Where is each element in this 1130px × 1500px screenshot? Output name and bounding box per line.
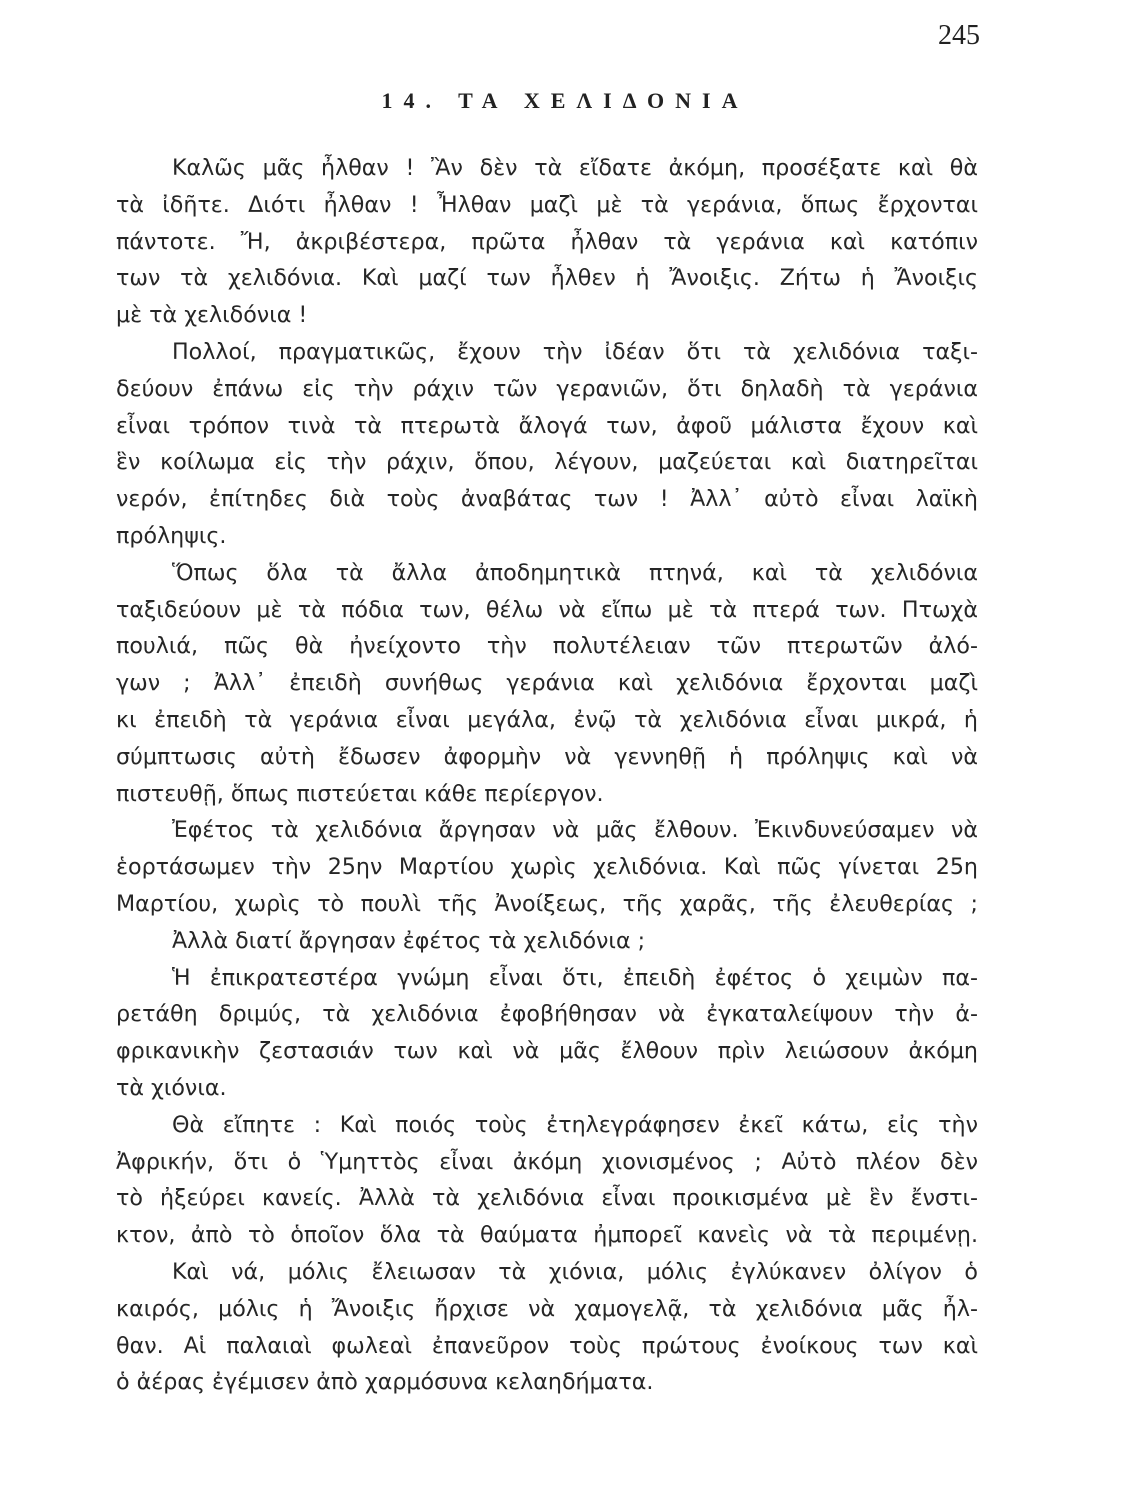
text-line: Πολλοί, πραγματικῶς, ἔχουν τὴν ἰδέαν ὅτι τὰ χελιδόνια ταξι- bbox=[172, 338, 978, 365]
text-line: καιρός, μόλις ἡ Ἄνοιξις ἤρχισε νὰ χαμογελᾷ, τὰ χελιδόνια μᾶς ἦλ- bbox=[116, 1295, 978, 1322]
text-line: κτον, ἀπὸ τὸ ὁποῖον ὅλα τὰ θαύματα ἠμπορεῖ κανεὶς νὰ τὰ περιμένῃ. bbox=[116, 1222, 978, 1249]
text-line: ἓν κοίλωμα εἰς τὴν ράχιν, ὅπου, λέγουν, μαζεύεται καὶ διατηρεῖται bbox=[116, 449, 978, 476]
text-line: πάντοτε. Ἤ, ἀκριβέστερα, πρῶτα ἦλθαν τὰ γεράνια καὶ κατόπιν bbox=[116, 228, 978, 255]
text-line: γων ; Ἀλλ᾽ ἐπειδὴ συνήθως γεράνια καὶ χελιδόνια ἔρχονται μαζὶ bbox=[116, 670, 978, 697]
text-line: πουλιά, πῶς θὰ ἠνείχοντο τὴν πολυτέλειαν τῶν πτερωτῶν ἀλό- bbox=[116, 633, 978, 660]
text-line: τὰ χιόνια. bbox=[116, 1074, 227, 1101]
text-line: πιστευθῇ, ὅπως πιστεύεται κάθε περίεργον. bbox=[116, 780, 604, 807]
text-line: σύμπτωσις αὐτὴ ἔδωσεν ἀφορμὴν νὰ γεννηθῇ ἡ πρόληψις καὶ νὰ bbox=[116, 743, 978, 770]
text-line: νερόν, ἐπίτηδες διὰ τοὺς ἀναβάτας των ! Ἀλλ᾽ αὐτὸ εἶναι λαϊκὴ bbox=[116, 486, 978, 513]
text-line: Ἐφέτος τὰ χελιδόνια ἄργησαν νὰ μᾶς ἔλθουν. Ἐκινδυνεύσαμεν νὰ bbox=[172, 817, 978, 844]
text-line: δεύουν ἐπάνω εἰς τὴν ράχιν τῶν γερανιῶν, ὅτι δηλαδὴ τὰ γεράνια bbox=[116, 375, 978, 402]
text-line: Μαρτίου, χωρὶς τὸ πουλὶ τῆς Ἀνοίξεως, τῆς χαρᾶς, τῆς ἐλευθερίας ; bbox=[116, 890, 978, 917]
text-line: των τὰ χελιδόνια. Καὶ μαζί των ἦλθεν ἡ Ἄνοιξις. Ζήτω ἡ Ἄνοιξις bbox=[116, 265, 978, 292]
text-line: φρικανικὴν ζεστασιάν των καὶ νὰ μᾶς ἔλθουν πρὶν λειώσουν ἀκόμη bbox=[116, 1038, 978, 1065]
page-number: 245 bbox=[938, 20, 980, 51]
text-line: ὁ ἀέρας ἐγέμισεν ἀπὸ χαρμόσυνα κελαηδήματα. bbox=[116, 1369, 654, 1396]
chapter-title: 14. ΤΑ ΧΕΛΙΔΟΝΙΑ bbox=[381, 88, 749, 113]
text-line: Ἀλλὰ διατί ἄργησαν ἐφέτος τὰ χελιδόνια ; bbox=[172, 927, 646, 954]
text-line: εἶναι τρόπον τινὰ τὰ πτερωτὰ ἄλογά των, ἀφοῦ μάλιστα ἔχουν καὶ bbox=[116, 412, 978, 439]
text-line: Ἡ ἐπικρατεστέρα γνώμη εἶναι ὅτι, ἐπειδὴ ἐφέτος ὁ χειμὼν πα- bbox=[172, 964, 978, 991]
text-line: πρόληψις. bbox=[116, 522, 227, 549]
body-text bbox=[116, 150, 978, 1401]
text-line: ἑορτάσωμεν τὴν 25ην Μαρτίου χωρὶς χελιδόνια. Καὶ πῶς γίνεται 25η bbox=[116, 854, 978, 881]
text-line: Καὶ νά, μόλις ἔλειωσαν τὰ χιόνια, μόλις ἐγλύκανεν ὀλίγον ὁ bbox=[172, 1258, 978, 1285]
text-line: Καλῶς μᾶς ἦλθαν ! Ἂν δὲν τὰ εἴδατε ἀκόμη, προσέξατε καὶ θὰ bbox=[172, 155, 978, 181]
text-line: μὲ τὰ χελιδόνια ! bbox=[116, 302, 308, 329]
text-line: θαν. Αἱ παλαιαὶ φωλεαὶ ἐπανεῦρον τοὺς πρώτους ἐνοίκους των καὶ bbox=[116, 1332, 978, 1359]
text-line: τὰ ἰδῆτε. Διότι ἦλθαν ! Ἦλθαν μαζὶ μὲ τὰ γεράνια, ὅπως ἔρχονται bbox=[116, 191, 978, 218]
text-line: κι ἐπειδὴ τὰ γεράνια εἶναι μεγάλα, ἐνῷ τὰ χελιδόνια εἶναι μικρά, ἡ bbox=[116, 706, 978, 733]
text-line: Θὰ εἴπητε : Καὶ ποιός τοὺς ἐτηλεγράφησεν ἐκεῖ κάτω, εἰς τὴν bbox=[172, 1111, 978, 1138]
text-line: τὸ ἠξεύρει κανείς. Ἀλλὰ τὰ χελιδόνια εἶναι προικισμένα μὲ ἓν ἔνστι- bbox=[116, 1185, 978, 1212]
text-line: ρετάθη δριμύς, τὰ χελιδόνια ἐφοβήθησαν νὰ ἐγκαταλείψουν τὴν ἀ- bbox=[116, 1001, 978, 1028]
text-line: Ἀφρικήν, ὅτι ὁ Ὑμηττὸς εἶναι ἀκόμη χιονισμένος ; Αὐτὸ πλέον δὲν bbox=[116, 1148, 978, 1175]
text-line: Ὅπως ὅλα τὰ ἄλλα ἀποδημητικὰ πτηνά, καὶ τὰ χελιδόνια bbox=[172, 559, 978, 586]
text-line: ταξιδεύουν μὲ τὰ πόδια των, θέλω νὰ εἴπω μὲ τὰ πτερά των. Πτωχὰ bbox=[116, 596, 978, 623]
